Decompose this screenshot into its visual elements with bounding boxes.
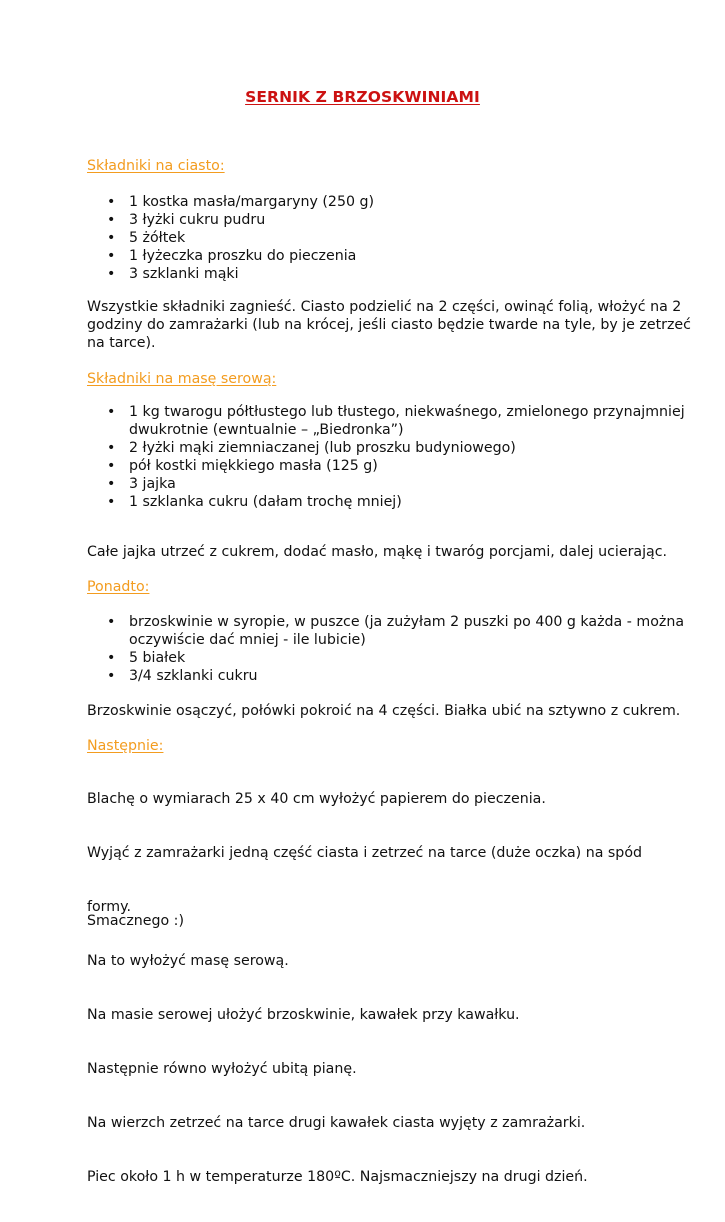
cheese-heading: Składniki na masę serową: — [87, 371, 277, 387]
list-item: • 5 białek — [107, 650, 186, 666]
list-item: • 5 żółtek — [107, 230, 186, 246]
cheese-instructions: Całe jajka utrzeć z cukrem, dodać masło, mąkę i twaróg porcjami, dalej ucierając. — [87, 544, 668, 560]
extra-ingredients-list — [87, 613, 685, 685]
list-item: • 1 szklanka cukru (dałam trochę mniej) — [107, 494, 402, 510]
page-title: SERNIK Z BRZOSKWINIAMI — [245, 88, 480, 106]
closing-text: Smacznego :) — [87, 913, 184, 929]
extra-heading: Ponadto: — [87, 579, 150, 595]
next-steps: Blachę o wymiarach 25 x 40 cm wyłożyć papierem do pieczenia. Wyjąć z zamrażarki jedną część ciasta i zetrzeć na tarce (duże oczka) na spód formy. Na to wyłożyć masę serową. Na masie serowej ułożyć brzoskwinie, kawałek przy kawałku. Następnie równo wyłożyć ubitą pianę. Na wierzch zetrzeć na tarce drugi kawałek ciasta wyjęty z zamrażarki. Piec około 1 h w temperaturze 180ºC. Najsmaczniejszy na drugi dzień. — [87, 791, 643, 1185]
dough-instructions: Wszystkie składniki zagnieść. Ciasto podzielić na 2 części, owinąć folią, włożyć na 2 godziny do zamrażarki (lub na krócej, jeśli ciasto będzie twarde na tyle, by je zetrzeć na tarce). — [87, 299, 691, 351]
cheese-ingredients-list — [87, 403, 685, 511]
bullet-icon: • — [107, 458, 116, 474]
dough-ingredients-list — [87, 193, 647, 283]
list-item: • 3 szklanki mąki — [107, 266, 239, 282]
bullet-icon: • — [107, 230, 116, 246]
bullet-icon: • — [107, 212, 116, 228]
list-item: • 2 łyżki mąki ziemniaczanej (lub proszku budyniowego) — [107, 440, 516, 456]
bullet-icon: • — [107, 266, 116, 282]
list-item: • 1 kg twarogu półtłustego lub tłustego, niekwaśnego, zmielonego przynajmniej dwukrotnie (ewntualnie – „Biedronka”) — [107, 404, 685, 438]
list-item: • brzoskwinie w syropie, w puszce (ja zużyłam 2 puszki po 400 g każda - można oczywiście dać mniej - ile lubicie) — [107, 614, 685, 648]
bullet-icon: • — [107, 650, 116, 666]
list-item: • pół kostki miękkiego masła (125 g) — [107, 458, 378, 474]
bullet-icon: • — [107, 248, 116, 264]
dough-heading: Składniki na ciasto: — [87, 158, 225, 174]
list-item: • 3 łyżki cukru pudru — [107, 212, 266, 228]
list-item: • 1 kostka masła/margaryny (250 g) — [107, 194, 375, 210]
bullet-icon: • — [107, 440, 116, 456]
bullet-icon: • — [107, 404, 116, 420]
bullet-icon: • — [107, 614, 116, 630]
next-heading: Następnie: — [87, 738, 164, 754]
list-item: • 3/4 szklanki cukru — [107, 668, 258, 684]
bullet-icon: • — [107, 194, 116, 210]
extra-instructions: Brzoskwinie osączyć, połówki pokroić na 4 części. Białka ubić na sztywno z cukrem. — [87, 703, 681, 719]
bullet-icon: • — [107, 668, 116, 684]
list-item: • 1 łyżeczka proszku do pieczenia — [107, 248, 357, 264]
bullet-icon: • — [107, 494, 116, 510]
bullet-icon: • — [107, 476, 116, 492]
list-item: • 3 jajka — [107, 476, 176, 492]
